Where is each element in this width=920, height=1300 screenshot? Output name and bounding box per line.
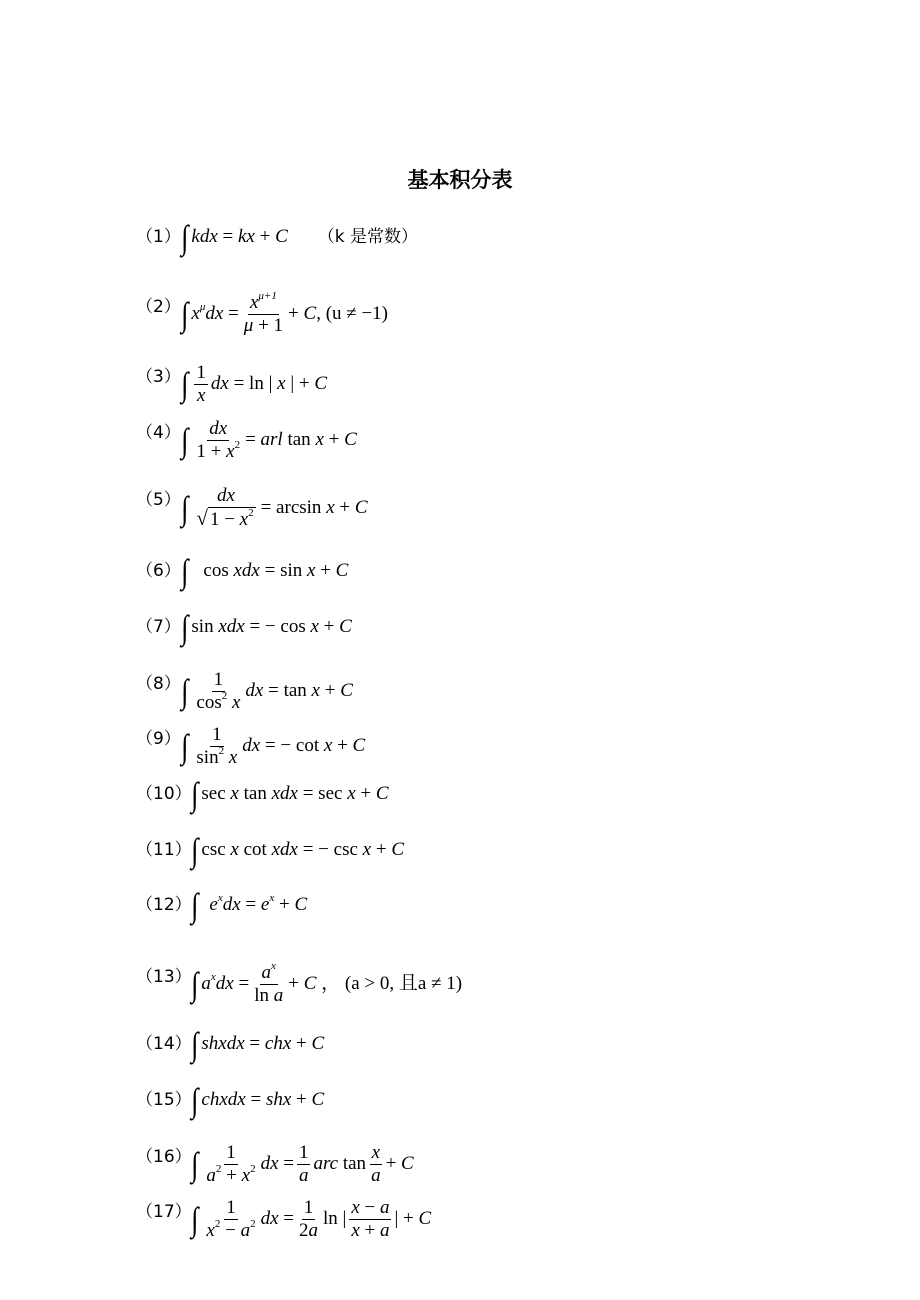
formula-condition: (a > 0, 且a ≠ 1) xyxy=(344,973,463,994)
fraction: $\frac{a^x}{\text{ln a}}$ xyxy=(254,959,284,1006)
formula-body: ∫ $x^\mu dx$ = $\frac{x^{\mu+1}}{\mu + 1}$ + C, (u ≠ −1) xyxy=(181,289,389,336)
formula-body: ∫ $a^xdx$ = $\frac{a^x}{\text{ln a}}$ + C ， (a > 0, 且a ≠ 1) xyxy=(191,959,463,1006)
formula-number: （6） xyxy=(136,561,181,581)
integral-sign: ∫ xyxy=(191,1025,199,1063)
formula-16 xyxy=(0,1142,920,1186)
formula-15 xyxy=(0,1081,920,1119)
formula-body: ∫ $\frac{1}{a^2 + x^2}$ dx = $\frac{1}{a}$ arc tan $\frac{x}{a}$ + C xyxy=(191,1142,414,1186)
formula-number: （5） xyxy=(136,490,181,510)
formula-17 xyxy=(0,1197,920,1241)
formula-body: ∫ cos xdx = sin x + C xyxy=(181,552,349,590)
formula-body: ∫ $\frac{1}{x}$ dx = ln | x | + C xyxy=(181,362,328,406)
formula-body: ∫ csc x cot xdx = − csc x + C xyxy=(191,831,404,869)
integral-sign: ∫ xyxy=(181,727,189,765)
integral-sign: ∫ xyxy=(181,218,189,256)
formula-body: ∫ $\frac{1}{x^2 - a^2}$ dx = $\frac{1}{2a}$ ln | $\frac{x - a}{x + a}$ | + C xyxy=(191,1197,432,1241)
formula-number: （3） xyxy=(136,367,181,387)
formula-body: ∫ $\frac{dx}{√ 1 - x^2}$ = arcsin x + C xyxy=(181,485,368,530)
formula-condition: (u ≠ −1) xyxy=(325,303,389,324)
formula-number: （13） xyxy=(136,967,192,987)
formula-body: ∫ $\frac{dx}{1 + x^2}$ = arl tan x + C xyxy=(181,418,357,462)
integral-sign: ∫ xyxy=(191,775,199,813)
fraction: $\frac{1}{x^2 - a^2}$ xyxy=(206,1197,256,1241)
fraction: $\frac{dx}{1 + x^2}$ xyxy=(196,418,241,462)
formula-body: ∫ sin xdx = − cos x + C xyxy=(181,608,352,646)
integral-sign: ∫ xyxy=(181,608,189,646)
fraction: $\frac{1}{a^2 + x^2}$ xyxy=(206,1142,256,1186)
formula-number: （4） xyxy=(136,423,181,443)
formula-body: ∫ $e^xdx = e^x + C$ xyxy=(191,886,308,924)
fraction: $\frac{x^{\mu+1}}{\mu + 1}$ xyxy=(243,289,284,336)
formula-body: ∫ shxdx = chx + C xyxy=(191,1025,325,1063)
integral-sign: ∫ xyxy=(191,965,199,1003)
integral-sign: ∫ xyxy=(191,1145,199,1183)
formula-3 xyxy=(0,362,920,406)
formula-number: （7） xyxy=(136,617,181,637)
formula-7 xyxy=(0,608,920,646)
page-title: 基本积分表 xyxy=(407,168,513,192)
integral-sign: ∫ xyxy=(191,831,199,869)
fraction: $\frac{dx}{√ 1 - x^2}$ xyxy=(196,485,254,530)
formula-number: （9） xyxy=(136,729,181,749)
formula-4 xyxy=(0,418,920,462)
formula-number: （17） xyxy=(136,1202,192,1222)
formula-13 xyxy=(0,959,920,1006)
formula-body: ∫ $\frac{1}{\cos^2 x}$ dx = tan x + C xyxy=(181,669,353,713)
formula-number: （14） xyxy=(136,1034,192,1054)
fraction: $\frac{1}{\cos^2 x}$ xyxy=(196,669,241,713)
fraction: $\frac{x}{a}$ xyxy=(371,1142,381,1186)
integral-sign: ∫ xyxy=(181,365,189,403)
formula-number: （10） xyxy=(136,784,192,804)
formula-body: ∫ $\frac{1}{\sin^2 x}$ dx = − cot x + C xyxy=(181,724,366,768)
integral-sign: ∫ xyxy=(191,1081,199,1119)
formula-body: ∫ sec x tan xdx = sec x + C xyxy=(191,775,389,813)
formula-number: （15） xyxy=(136,1090,192,1110)
fraction: $\frac{1}{\sin^2 x}$ xyxy=(196,724,238,768)
formula-number: （16） xyxy=(136,1147,192,1167)
formula-body: ∫ kdx = kx + C （k 是常数） xyxy=(181,218,419,256)
formula-number: （8） xyxy=(136,674,181,694)
formula-9 xyxy=(0,724,920,768)
formula-12 xyxy=(0,886,920,924)
fraction: $\frac{1}{a}$ xyxy=(298,1142,309,1186)
formula-number: （11） xyxy=(136,840,192,860)
integral-sign: ∫ xyxy=(181,672,189,710)
formula-6 xyxy=(0,552,920,590)
formula-2 xyxy=(0,289,920,336)
formula-5 xyxy=(0,485,920,530)
formula-14 xyxy=(0,1025,920,1063)
formula-10 xyxy=(0,775,920,813)
integral-sign: ∫ xyxy=(181,295,189,333)
formula-8 xyxy=(0,669,920,713)
integral-sign: ∫ xyxy=(191,1200,199,1238)
formula-1 xyxy=(0,218,920,256)
integral-sign: ∫ xyxy=(181,488,189,527)
integral-sign: ∫ xyxy=(181,552,189,590)
formula-number: （1） xyxy=(136,227,181,247)
integral-sign: ∫ xyxy=(181,421,189,459)
formula-note: （k 是常数） xyxy=(317,227,419,247)
fraction: $\frac{x - a}{x + a}$ xyxy=(351,1197,390,1241)
formula-number: （2） xyxy=(136,297,181,317)
fraction: $\frac{1}{x}$ xyxy=(196,362,206,406)
formula-body: ∫ chxdx = shx + C xyxy=(191,1081,325,1119)
formula-number: （12） xyxy=(136,895,192,915)
formula-11 xyxy=(0,831,920,869)
fraction: $\frac{1}{2a}$ xyxy=(298,1197,318,1241)
integral-sign: ∫ xyxy=(191,886,199,924)
